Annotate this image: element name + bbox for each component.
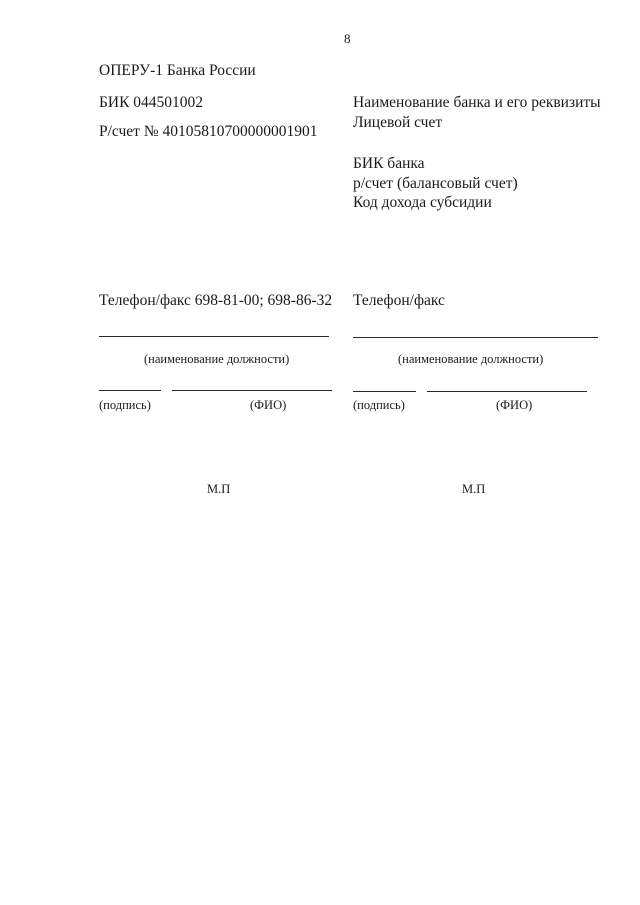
- right-signature-caption: (подпись): [353, 398, 405, 412]
- right-name-line: [427, 391, 587, 392]
- left-name-line: [172, 390, 332, 391]
- left-bik: БИК 044501002: [99, 94, 204, 111]
- left-stamp-place: М.П: [207, 482, 231, 496]
- right-name-caption: (ФИО): [496, 398, 533, 412]
- left-bank-name: ОПЕРУ-1 Банка России: [99, 62, 256, 79]
- page-number: 8: [344, 31, 351, 46]
- right-signature-line: [353, 391, 416, 392]
- right-account: р/счет (балансовый счет): [353, 175, 518, 192]
- right-bik: БИК банка: [353, 155, 425, 172]
- right-position-line: [353, 337, 598, 338]
- left-signature-line: [99, 390, 161, 391]
- right-personal-account: Лицевой счет: [353, 114, 443, 131]
- left-account: Р/счет № 40105810700000001901: [99, 123, 318, 140]
- right-income-code: Код дохода субсидии: [353, 194, 492, 211]
- left-phone: Телефон/факс 698-81-00; 698-86-32: [99, 292, 333, 309]
- right-bank-details: Наименование банка и его реквизиты: [353, 94, 601, 111]
- right-stamp-place: М.П: [462, 482, 486, 496]
- left-signature-caption: (подпись): [99, 398, 151, 412]
- left-position-caption: (наименование должности): [144, 352, 290, 366]
- left-name-caption: (ФИО): [250, 398, 287, 412]
- right-phone: Телефон/факс: [353, 292, 445, 309]
- left-position-line: [99, 336, 329, 337]
- right-position-caption: (наименование должности): [398, 352, 544, 366]
